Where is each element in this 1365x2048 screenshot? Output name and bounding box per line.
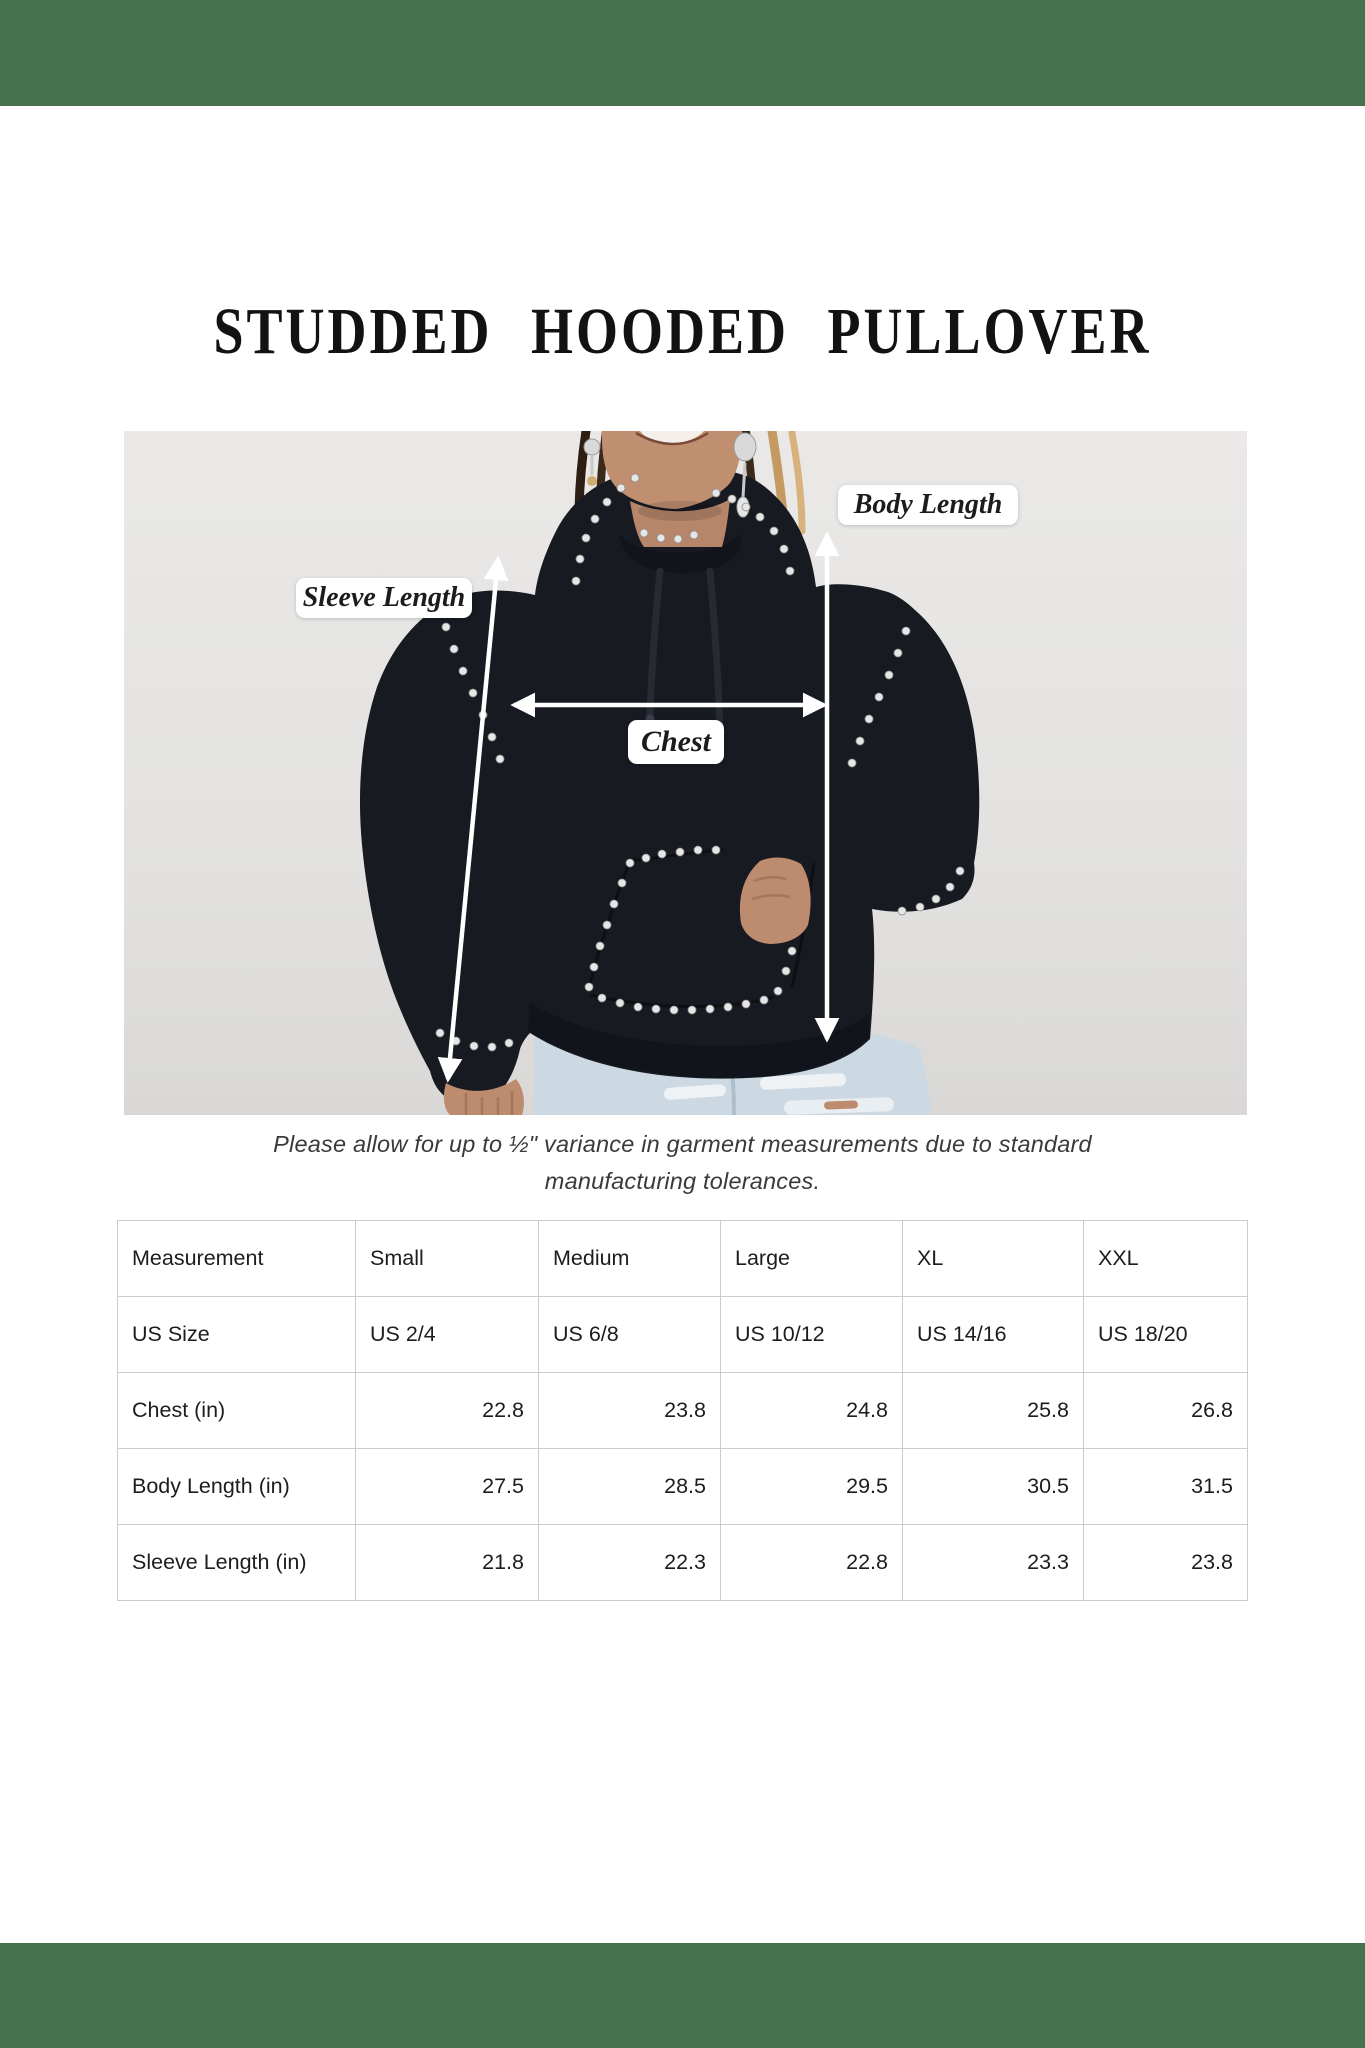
top-green-bar [0, 0, 1365, 106]
bottom-green-bar [0, 1943, 1365, 2048]
column-header-xl: XL [903, 1221, 1084, 1297]
cell-value: 23.3 [903, 1525, 1084, 1601]
table-header-row [118, 1221, 1248, 1297]
hoodie-measurement-illustration [124, 431, 1247, 1115]
sleeve-length-label [296, 578, 472, 618]
table-row-body-length [118, 1449, 1248, 1525]
cell-value: 23.8 [539, 1373, 721, 1449]
column-header-small: Small [356, 1221, 539, 1297]
cell-value: 31.5 [1084, 1449, 1248, 1525]
cell-value: US 14/16 [903, 1297, 1084, 1373]
cell-value: 22.8 [721, 1525, 903, 1601]
cell-value: 30.5 [903, 1449, 1084, 1525]
variance-note-line2: manufacturing tolerances. [544, 1168, 821, 1194]
table-row-sleeve-length [118, 1525, 1248, 1601]
cell-value: 21.8 [356, 1525, 539, 1601]
cell-value: 22.3 [539, 1525, 721, 1601]
cell-value: US 2/4 [356, 1297, 539, 1373]
row-label: Chest (in) [118, 1373, 356, 1449]
cell-value: US 6/8 [539, 1297, 721, 1373]
row-label: US Size [118, 1297, 356, 1373]
table-row-chest [118, 1373, 1248, 1449]
cell-value: 26.8 [1084, 1373, 1248, 1449]
cell-value: 29.5 [721, 1449, 903, 1525]
cell-value: 24.8 [721, 1373, 903, 1449]
cell-value: US 10/12 [721, 1297, 903, 1373]
page-title: STUDDED HOODED PULLOVER [213, 294, 1152, 368]
row-label: Body Length (in) [118, 1449, 356, 1525]
column-header-measurement: Measurement [118, 1221, 356, 1297]
chest-label-text: Chest [640, 725, 712, 758]
sleeve-length-label-text: Sleeve Length [302, 582, 466, 613]
cell-value: 27.5 [356, 1449, 539, 1525]
chest-label [628, 720, 724, 764]
variance-note [0, 1126, 1365, 1200]
cell-value: 23.8 [1084, 1525, 1248, 1601]
cell-value: 22.8 [356, 1373, 539, 1449]
cell-value: 25.8 [903, 1373, 1084, 1449]
table-row-us-size [118, 1297, 1248, 1373]
column-header-xxl: XXL [1084, 1221, 1248, 1297]
product-photo [124, 431, 1247, 1115]
body-length-label-text: Body Length [853, 489, 1003, 520]
column-header-large: Large [721, 1221, 903, 1297]
column-header-medium: Medium [539, 1221, 721, 1297]
variance-note-line1: Please allow for up to ½" variance in garment measurements due to standard [273, 1131, 1092, 1157]
cell-value: US 18/20 [1084, 1297, 1248, 1373]
size-table [117, 1220, 1248, 1601]
cell-value: 28.5 [539, 1449, 721, 1525]
body-length-label [838, 485, 1018, 525]
row-label: Sleeve Length (in) [118, 1525, 356, 1601]
